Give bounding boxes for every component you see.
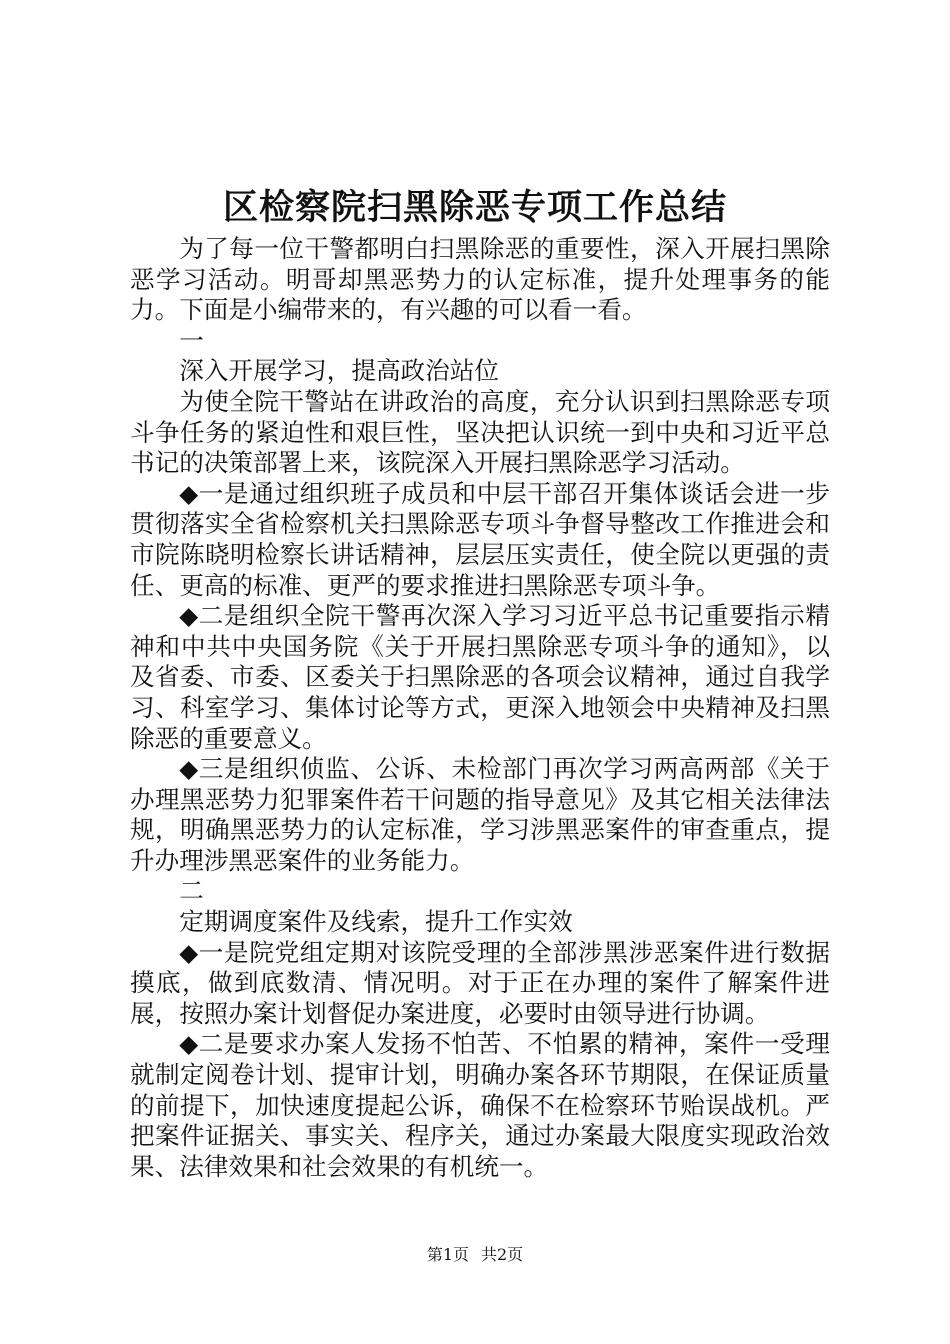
bullet-paragraph: ◆二是要求办案人发扬不怕苦、不怕累的精神，案件一受理就制定阅卷计划、提审计划，明确办案各环节期限，在保证质量的前提下，加快速度提起公诉，确保不在检察环节贻误战机。严把案件证据关、事实关、程序关，通过办案最大限度实现政治效果、法律效果和社会效果的有机统一。: [130, 1029, 830, 1181]
document-title: 区检察院扫黑除恶专项工作总结: [222, 187, 727, 228]
bullet-paragraph: ◆一是通过组织班子成员和中层干部召开集体谈话会进一步贯彻落实全省检察机关扫黑除恶专项斗争督导整改工作推进会和市院陈晓明检察长讲话精神，层层压实责任，使全院以更强的责任、更高的标准、更严的要求推进扫黑除恶专项斗争。: [130, 478, 830, 600]
section-number: 一: [179, 325, 204, 355]
section-heading: 深入开展学习，提高政治站位: [179, 356, 499, 386]
page-total: 共2页: [481, 1245, 524, 1264]
section-number: 二: [179, 876, 204, 906]
section-heading: 定期调度案件及线索，提升工作实效: [179, 907, 573, 937]
page-footer: [0, 1244, 950, 1266]
bullet-paragraph: ◆一是院党组定期对该院受理的全部涉黑涉恶案件进行数据摸底，做到底数清、情况明。对于正在办理的案件了解案件进展，按照办案计划督促办案进度，必要时由领导进行协调。: [130, 937, 830, 1028]
bullet-paragraph: ◆三是组织侦监、公诉、未检部门再次学习两高两部《关于办理黑恶势力犯罪案件若干问题的指导意见》及其它相关法律法规，明确黑恶势力的认定标准，学习涉黑恶案件的审查重点，提升办理涉黑恶案件的业务能力。: [130, 754, 830, 875]
bullet-paragraph: ◆二是组织全院干警再次深入学习习近平总书记重要指示精神和中共中央国务院《关于开展扫黑除恶专项斗争的通知》，以及省委、市委、区委关于扫黑除恶的各项会议精神，通过自我学习、科室学习、集体讨论等方式，更深入地领会中央精神及扫黑除恶的重要意义。: [130, 601, 830, 753]
body-paragraph: 为使全院干警站在讲政治的高度，充分认识到扫黑除恶专项斗争任务的紧迫性和艰巨性，坚决把认识统一到中央和习近平总书记的决策部署上来，该院深入开展扫黑除恶学习活动。: [130, 386, 830, 478]
intro-paragraph: 为了每一位干警都明白扫黑除恶的重要性，深入开展扫黑除恶学习活动。明哥却黑恶势力的认定标准，提升处理事务的能力。下面是小编带来的，有兴趣的可以看一看。: [130, 234, 830, 325]
page-number: 第1页: [426, 1245, 469, 1264]
document-body: [130, 234, 830, 1182]
